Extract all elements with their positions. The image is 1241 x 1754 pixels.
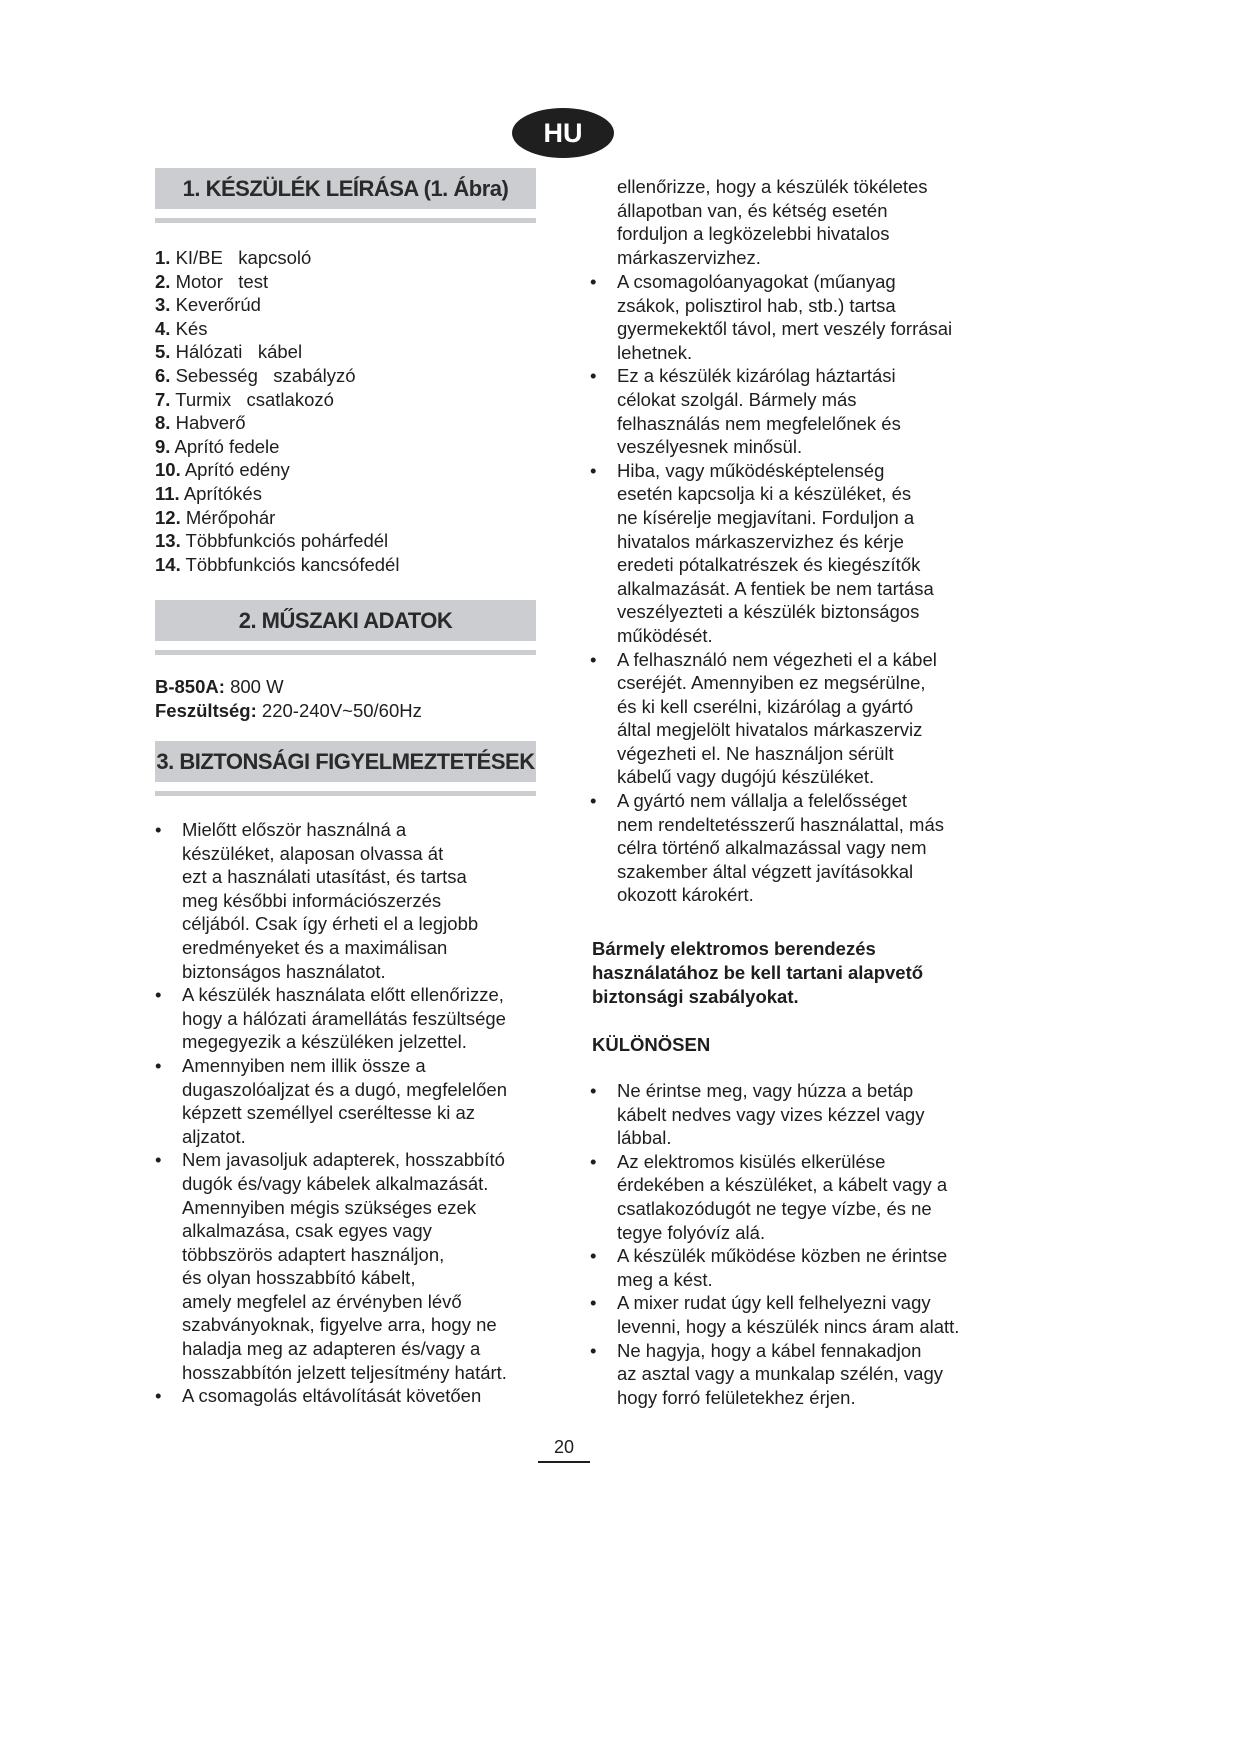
bullet-icon: • — [155, 1385, 162, 1407]
bullet-line: érdekében a készüléket, a kábelt vagy a — [617, 1174, 948, 1196]
bullet-line: Ne érintse meg, vagy húzza a betáp — [617, 1080, 914, 1101]
part-number: 2. — [155, 270, 171, 292]
bullet-item — [590, 1150, 990, 1244]
spec-voltage: Feszültség: 220-240V~50/60Hz — [155, 700, 422, 721]
bullet-item — [590, 1291, 990, 1338]
bullet-line: amely megfelel az érvényben lévő — [182, 1290, 462, 1312]
part-label: Aprító fedele — [170, 435, 280, 457]
bullet-line: és ki kell cserélni, kizárólag a gyártó — [617, 695, 914, 717]
bullet-item — [590, 364, 990, 458]
bullet-line: biztonságos használatot. — [182, 960, 386, 982]
part-number: 14. — [155, 553, 181, 575]
bullet-line: A csomagolás eltávolítását követően — [182, 1385, 482, 1407]
bullet-icon: • — [590, 1150, 597, 1172]
bullet-icon: • — [590, 459, 597, 481]
right-continuation — [590, 175, 990, 269]
parts-list — [155, 246, 399, 576]
bullet-line: dugók és/vagy kábelek alkalmazását. — [182, 1172, 489, 1194]
bullet-icon: • — [590, 648, 597, 670]
parts-list-item — [155, 506, 399, 530]
bullet-line: veszélyezteti a készülék biztonságos — [617, 601, 920, 623]
bullet-icon: • — [590, 1339, 597, 1361]
bullet-line: dugaszolóaljzat és a dugó, megfelelően — [182, 1078, 508, 1100]
section-technical-data — [155, 600, 536, 655]
bullet-line: tegye folyóvíz alá. — [617, 1221, 766, 1243]
bullet-line: Amennyiben mégis szükséges ezek — [182, 1196, 477, 1218]
bullet-icon: • — [590, 790, 597, 812]
bullet-line: ellenőrizze, hogy a készülék tökéletes — [617, 176, 928, 197]
parts-list-item — [155, 340, 399, 364]
section-safety-warnings — [155, 741, 536, 796]
bullet-line: kábelt nedves vagy vizes kézzel vagy — [617, 1103, 925, 1125]
bullet-line: veszélyesnek minősül. — [617, 436, 803, 458]
part-label: Aprító edény — [180, 459, 290, 481]
bullet-line: A csomagolóanyagokat (műanyag — [617, 271, 896, 292]
bullet-line: A felhasználó nem végezheti el a kábel — [617, 648, 937, 670]
bold-notice: Bármely elektromos berendezés használatához be kell tartani alapvető biztonsági szabályokat. — [592, 938, 924, 1007]
part-number: 5. — [155, 341, 171, 363]
bullet-line: okozott károkért. — [617, 884, 754, 906]
bullet-item — [590, 648, 990, 790]
bullet-line: nem rendeltetésszerű használattal, más — [617, 813, 945, 835]
bullet-line: alkalmazása, csak egyes vagy — [182, 1220, 432, 1242]
bullet-line: eredményeket és a maximálisan — [182, 936, 448, 958]
bullet-icon: • — [155, 984, 162, 1006]
bullet-line: Ne hagyja, hogy a kábel fennakadjon — [617, 1339, 922, 1361]
part-label: KI/BE kapcsoló — [170, 247, 312, 268]
bullet-item — [590, 459, 990, 648]
bullet-item — [155, 1148, 545, 1384]
part-number: 10. — [155, 459, 181, 481]
bullet-line: Mielőtt először használná a — [182, 819, 407, 840]
bullet-line: esetén kapcsolja ki a készüléket, és — [617, 483, 912, 505]
bullet-line: Amennyiben nem illik össze a — [182, 1054, 426, 1076]
bullet-line: felhasználás nem megfelelőnek és — [617, 412, 901, 434]
part-label: Kés — [170, 317, 208, 339]
bullet-line: meg későbbi információszerzés — [182, 889, 442, 911]
parts-list-item — [155, 529, 399, 553]
section-rule — [155, 218, 536, 223]
bullet-line: céljából. Csak így érheti el a legjobb — [182, 913, 479, 935]
bullet-line: zsákok, polisztirol hab, stb.) tartsa — [617, 294, 896, 316]
parts-list-item — [155, 293, 399, 317]
especially-heading: KÜLÖNÖSEN — [592, 1034, 711, 1055]
bullet-line: szabványoknak, figyelve arra, hogy ne — [182, 1314, 497, 1336]
bullet-line: gyermekektől távol, mert veszély forrásai — [617, 318, 953, 340]
part-number: 12. — [155, 506, 181, 528]
parts-list-item — [155, 364, 399, 388]
bullet-line: célokat szolgál. Bármely más — [617, 388, 857, 410]
bullet-line: készüléket, alaposan olvassa át — [182, 842, 444, 864]
part-label: Turmix csatlakozó — [170, 388, 334, 410]
bullet-line: Az elektromos kisülés elkerülése — [617, 1150, 886, 1172]
bullet-line: képzett személlyel cseréltesse ki az — [182, 1102, 476, 1124]
left-safety-bullets — [155, 818, 545, 1408]
part-number: 8. — [155, 412, 171, 434]
bullet-item — [590, 175, 990, 269]
bullet-line: márkaszervizhez. — [617, 246, 761, 268]
page-number: 20 — [538, 1437, 590, 1463]
part-number: 9. — [155, 435, 171, 457]
bullet-line: A készülék működése közben ne érintse — [617, 1245, 948, 1267]
bullet-line: és olyan hosszabbító kábelt, — [182, 1267, 416, 1289]
part-label: Sebesség szabályzó — [170, 364, 356, 386]
section-rule — [155, 650, 536, 655]
bullet-item — [155, 983, 545, 1054]
spec-model: B-850A: 800 W — [155, 676, 284, 697]
parts-list-item — [155, 458, 399, 482]
bullet-item — [590, 1079, 990, 1150]
bullet-line: lábbal. — [617, 1127, 672, 1149]
bullet-line: aljzatot. — [182, 1125, 246, 1147]
bullet-line: hosszabbítón jelzett teljesítmény határt. — [182, 1361, 507, 1383]
part-label: Habverő — [170, 412, 246, 434]
bullet-line: eredeti pótalkatrészek és kiegészítők — [617, 554, 921, 576]
bullet-line: A készülék használata előtt ellenőrizze, — [182, 984, 504, 1006]
bullet-icon: • — [590, 1080, 597, 1101]
part-number: 7. — [155, 388, 171, 410]
bullet-item — [155, 1054, 545, 1148]
bullet-line: levenni, hogy a készülék nincs áram alatt. — [617, 1315, 960, 1337]
bullet-line: csatlakozódugót ne tegye vízbe, és ne — [617, 1197, 932, 1219]
bullet-item — [590, 270, 990, 364]
bullet-item — [155, 818, 545, 983]
bullet-item — [155, 1384, 545, 1408]
bullet-line: kábelű vagy dugójú készüléket. — [617, 766, 875, 788]
parts-list-item — [155, 317, 399, 341]
parts-list-item — [155, 388, 399, 412]
bullet-icon: • — [590, 1245, 597, 1267]
parts-list-item — [155, 553, 399, 577]
bullet-item — [590, 789, 990, 907]
parts-list-item — [155, 411, 399, 435]
bullet-line: szakember által végzett javításokkal — [617, 860, 914, 882]
bullet-icon: • — [590, 1292, 597, 1314]
part-number: 3. — [155, 294, 171, 316]
bullet-item — [590, 1244, 990, 1291]
bullet-line: A mixer rudat úgy kell felhelyezni vagy — [617, 1292, 931, 1314]
bullet-line: hogy a hálózati áramellátás feszültsége — [182, 1007, 506, 1029]
bullet-line: haladja meg az adapteren és/vagy a — [182, 1338, 481, 1360]
bullet-line: többszörös adaptert használjon, — [182, 1243, 445, 1265]
part-label: Hálózati kábel — [170, 341, 303, 363]
bullet-icon: • — [155, 1149, 162, 1171]
parts-list-item — [155, 435, 399, 459]
part-number: 11. — [155, 482, 180, 504]
part-label: Többfunkciós pohárfedél — [180, 530, 389, 552]
part-number: 6. — [155, 364, 171, 386]
right-especially-bullets — [590, 1079, 990, 1409]
part-number: 4. — [155, 317, 171, 339]
bullet-line: Hiba, vagy működésképtelenség — [617, 459, 885, 481]
parts-list-item — [155, 482, 399, 506]
bullet-line: az asztal vagy a munkalap szélén, vagy — [617, 1363, 943, 1385]
section-title: 1. KÉSZÜLÉK LEÍRÁSA (1. Ábra) — [155, 168, 536, 209]
section-title: 3. BIZTONSÁGI FIGYELMEZTETÉSEK — [155, 741, 536, 782]
bullet-line: lehetnek. — [617, 341, 693, 363]
bullet-line: által megjelölt hivatalos márkaszerviz — [617, 719, 923, 741]
bullet-icon: • — [590, 271, 597, 292]
bullet-line: meg a kést. — [617, 1268, 713, 1290]
part-label: Többfunkciós kancsófedél — [180, 553, 400, 575]
right-safety-bullets — [590, 270, 990, 907]
part-number: 13. — [155, 530, 181, 552]
bullet-icon: • — [155, 819, 162, 840]
section-title: 2. MŰSZAKI ADATOK — [155, 600, 536, 641]
part-number: 1. — [155, 247, 171, 268]
bullet-line: Nem javasoljuk adapterek, hosszabbító — [182, 1149, 505, 1171]
part-label: Keverőrúd — [170, 294, 261, 316]
parts-list-item — [155, 270, 399, 294]
bullet-line: célra történő alkalmazással vagy nem — [617, 837, 927, 859]
part-label: Mérőpohár — [180, 506, 276, 528]
part-label: Aprítókés — [179, 482, 262, 504]
bullet-line: ne kísérelje megjavítani. Forduljon a — [617, 506, 915, 528]
section-device-description — [155, 168, 536, 223]
bullet-line: hivatalos márkaszervizhez és kérje — [617, 530, 904, 552]
bullet-line: cseréjét. Amennyiben ez megsérülne, — [617, 672, 926, 694]
bullet-line: megegyezik a készüléken jelzettel. — [182, 1031, 467, 1053]
parts-list-item — [155, 246, 399, 270]
bullet-line: állapotban van, és kétség esetén — [617, 199, 888, 221]
bullet-icon: • — [590, 365, 597, 387]
bullet-line: forduljon a legközelebbi hivatalos — [617, 223, 890, 245]
bullet-line: működését. — [617, 624, 713, 646]
bullet-icon: • — [155, 1054, 162, 1076]
bullet-line: Ez a készülék kizárólag háztartási — [617, 365, 896, 387]
section-rule — [155, 791, 536, 796]
part-label: Motor test — [170, 270, 269, 292]
bullet-line: ezt a használati utasítást, és tartsa — [182, 866, 467, 888]
bullet-line: alkalmazását. A fentiek be nem tartása — [617, 577, 934, 599]
bullet-item — [590, 1339, 990, 1410]
bullet-line: A gyártó nem vállalja a felelősséget — [617, 790, 908, 812]
language-badge: HU — [512, 108, 614, 158]
bullet-line: végezheti el. Ne használjon sérült — [617, 742, 894, 764]
bullet-line: hogy forró felületekhez érjen. — [617, 1386, 856, 1408]
